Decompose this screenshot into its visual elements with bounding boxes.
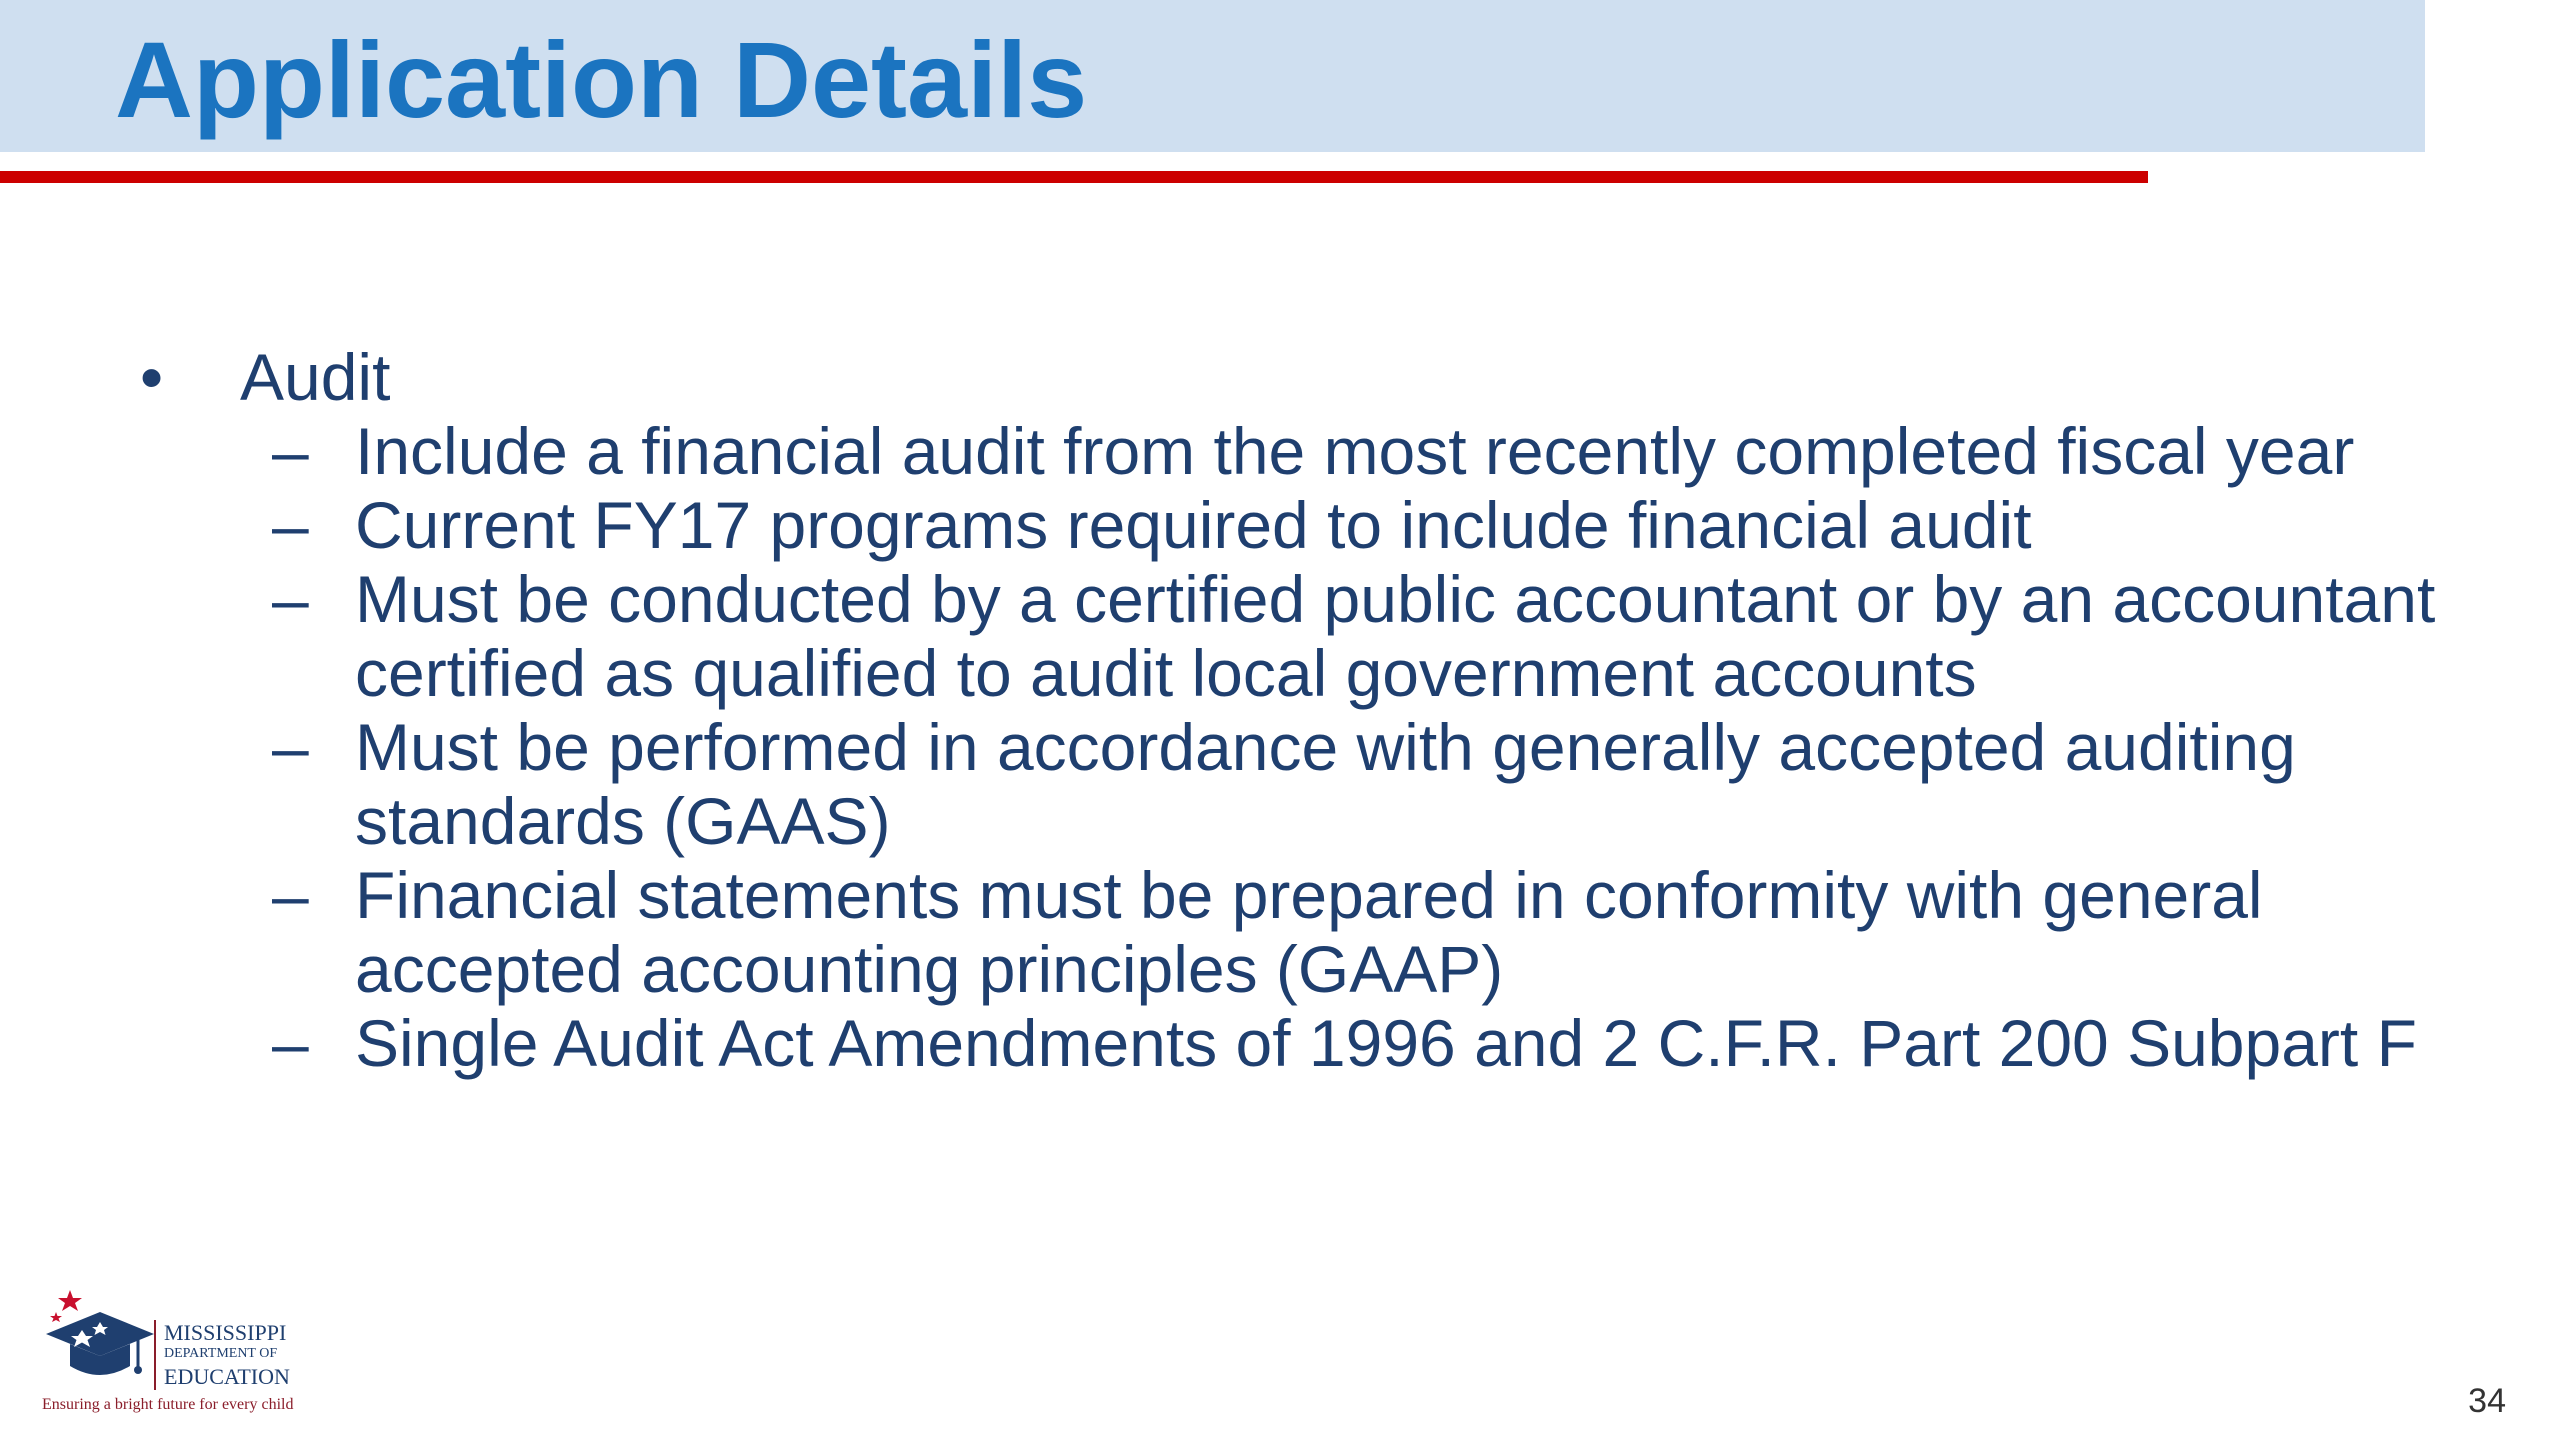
subitem-financial-audit (0, 414, 2560, 488)
subitem-marker: – (272, 488, 309, 562)
subitem-text: Single Audit Act Amendments of 1996 and 2 C.F.R. Part 200 Subpart F (355, 1006, 2417, 1080)
graduation-cap-icon (42, 1290, 154, 1400)
subitem-gaas (0, 710, 2560, 858)
logo-tagline: Ensuring a bright future for every child (42, 1396, 294, 1413)
subitem-text: Must be conducted by a certified public accountant or by an accountant certified as qualified to audit local government accounts (355, 562, 2436, 710)
subitem-text: Current FY17 programs required to include financial audit (355, 488, 2032, 562)
subitem-text: Include a financial audit from the most recently completed fiscal year (355, 414, 2355, 488)
logo-text-education: EDUCATION (164, 1364, 290, 1389)
subitem-fy17-programs (0, 488, 2560, 562)
logo-text-department: DEPARTMENT OF (164, 1346, 278, 1361)
subitem-text: Financial statements must be prepared in conformity with general accepted accounting principles (GAAP) (355, 858, 2263, 1006)
audit-subitem-list (0, 414, 2560, 1080)
subitem-gaap (0, 858, 2560, 1006)
subitem-cpa-requirement (0, 562, 2560, 710)
bullet-audit (0, 340, 2560, 414)
subitem-single-audit-act (0, 1006, 2560, 1080)
bullet-label: Audit (240, 340, 391, 414)
slide-title: Application Details (115, 19, 1088, 140)
mde-logo (42, 1290, 332, 1420)
logo-divider (154, 1320, 156, 1390)
title-underline-rule (0, 171, 2148, 183)
bullet-marker: • (140, 340, 164, 414)
subitem-marker: – (272, 414, 309, 488)
subitem-text: Must be performed in accordance with generally accepted auditing standards (GAAS) (355, 710, 2296, 858)
slide-content (0, 340, 2560, 1080)
subitem-marker: – (272, 858, 309, 932)
subitem-marker: – (272, 710, 309, 784)
page-number: 34 (2468, 1382, 2506, 1420)
subitem-marker: – (272, 562, 309, 636)
title-band (0, 0, 2425, 152)
logo-text-mississippi: MISSISSIPPI (164, 1320, 287, 1345)
subitem-marker: – (272, 1006, 309, 1080)
